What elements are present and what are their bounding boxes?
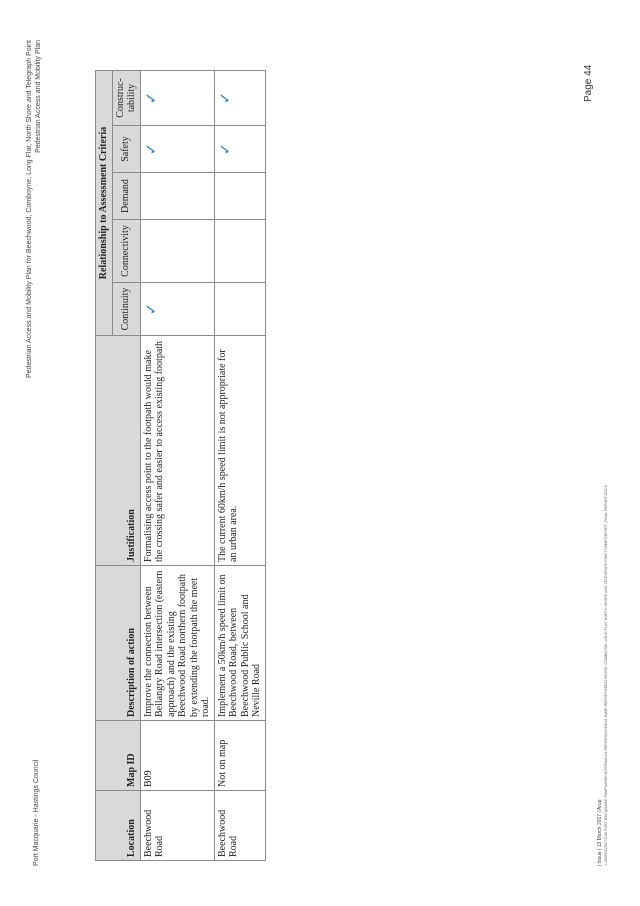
- header-client: Port Macquarie - Hastings Council: [33, 759, 40, 866]
- cell-map-id: B09: [140, 721, 214, 791]
- col-continuity-header: Continuity: [112, 283, 140, 336]
- check-icon: ✓: [141, 302, 160, 316]
- cell-location: Beechwood Road: [140, 791, 214, 861]
- cell-continuity: [140, 283, 214, 336]
- cell-constructability: [140, 70, 214, 125]
- cell-description: Improve the connection between Bellangry Road intersection (eastern approach) and the existing Beechwood Road northern footpath by extending the footpath the meet road.: [140, 566, 214, 721]
- col-description-header: Description of action: [96, 566, 141, 721]
- col-constructability-header: Construc-tability: [112, 70, 140, 125]
- header-title-line2: Pedestrian Access and Mobility Plan: [34, 40, 42, 153]
- footer-filepath: J:\250000\250770-00 PORT MACQUARIE PAMP\WORK\INTERNAL\04 REPORTING\FINAL PAMP REPORT\BEECHWOOD, COMBOYNE, LONG FLAT, NORTH SHORE AND TELEGRAPH POINT PAMP REPORT_FINAL REPORT.DOCX: [604, 485, 608, 866]
- cell-continuity: [214, 283, 265, 336]
- criteria-group-header: Relationship to Assessment Criteria: [96, 70, 113, 335]
- assessment-table: [95, 70, 266, 861]
- cell-justification: Formalising access point to the footpath would make the crossing safer and easier to access existing footpath: [140, 336, 214, 566]
- cell-location: Beechwood Road: [214, 791, 265, 861]
- table-row: [140, 70, 214, 860]
- col-justification-header: Justification: [96, 336, 141, 566]
- col-safety-header: Safety: [112, 126, 140, 173]
- page-number: Page 44: [583, 64, 594, 102]
- footer-issue: | Issue | 13 March 2017 | Arup: [597, 799, 603, 866]
- cell-safety: [140, 126, 214, 173]
- cell-demand: [140, 173, 214, 220]
- cell-connectivity: [140, 220, 214, 283]
- table-row: [214, 70, 265, 860]
- col-connectivity-header: Connectivity: [112, 220, 140, 283]
- header-title: [26, 40, 44, 378]
- col-location-header: Location: [96, 791, 141, 861]
- cell-map-id: Not on map: [214, 721, 265, 791]
- header-title-line1: Pedestrian Access and Mobility Plan for Beechwood, Comboyne, Long Flat, North Shore and Telegraph Point: [26, 40, 33, 379]
- cell-justification: The current 60km/h speed limit is not appropriate for an urban area.: [214, 336, 265, 566]
- col-demand-header: Demand: [112, 173, 140, 220]
- check-icon: ✓: [215, 142, 234, 156]
- check-icon: ✓: [215, 91, 234, 105]
- col-mapid-header: Map ID: [96, 721, 141, 791]
- check-icon: ✓: [141, 142, 160, 156]
- check-icon: ✓: [141, 91, 160, 105]
- cell-description: Implement a 50km/h speed limit on Beechwood Road, between Beechwood Public School and Neville Road: [214, 566, 265, 721]
- cell-constructability: [214, 70, 265, 125]
- cell-connectivity: [214, 220, 265, 283]
- cell-demand: [214, 173, 265, 220]
- cell-safety: [214, 126, 265, 173]
